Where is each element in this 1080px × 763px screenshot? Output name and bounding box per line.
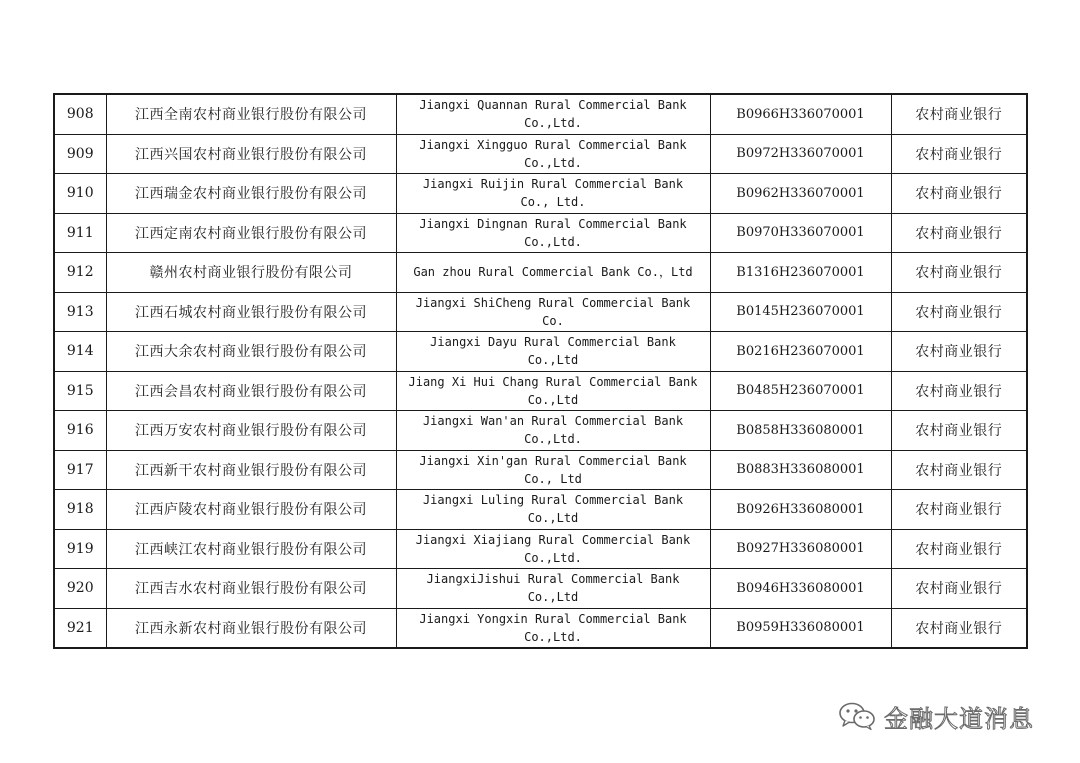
table-row xyxy=(54,134,1027,174)
institution-code: B0972H336070001 xyxy=(710,134,891,174)
row-number: 915 xyxy=(54,371,106,411)
bank-name-english: Jiang Xi Hui Chang Rural Commercial Bank Co.,Ltd xyxy=(396,371,710,411)
bank-name-english: Gan zhou Rural Commercial Bank Co.，Ltd xyxy=(396,253,710,293)
bank-name-english: Jiangxi ShiCheng Rural Commercial Bank Co. xyxy=(396,292,710,332)
table-body xyxy=(54,94,1027,648)
institution-type: 农村商业银行 xyxy=(891,371,1027,411)
row-number: 919 xyxy=(54,529,106,569)
bank-name-chinese: 江西兴国农村商业银行股份有限公司 xyxy=(106,134,396,174)
institution-code: B0883H336080001 xyxy=(710,450,891,490)
row-number: 908 xyxy=(54,94,106,134)
institution-type: 农村商业银行 xyxy=(891,569,1027,609)
institution-code: B0927H336080001 xyxy=(710,529,891,569)
institution-code: B0966H336070001 xyxy=(710,94,891,134)
institution-code: B0485H236070001 xyxy=(710,371,891,411)
bank-list-table xyxy=(53,93,1028,649)
row-number: 912 xyxy=(54,253,106,293)
bank-name-chinese: 江西定南农村商业银行股份有限公司 xyxy=(106,213,396,253)
bank-name-chinese: 江西瑞金农村商业银行股份有限公司 xyxy=(106,174,396,214)
bank-name-chinese: 赣州农村商业银行股份有限公司 xyxy=(106,253,396,293)
bank-name-english: Jiangxi Yongxin Rural Commercial Bank Co.,Ltd. xyxy=(396,608,710,648)
wechat-icon xyxy=(838,701,878,731)
table-row xyxy=(54,529,1027,569)
table-row xyxy=(54,253,1027,293)
bank-name-english: Jiangxi Ruijin Rural Commercial Bank Co., Ltd. xyxy=(396,174,710,214)
row-number: 911 xyxy=(54,213,106,253)
bank-name-english: Jiangxi Dayu Rural Commercial Bank Co.,Ltd xyxy=(396,332,710,372)
institution-type: 农村商业银行 xyxy=(891,411,1027,451)
table-row xyxy=(54,411,1027,451)
institution-type: 农村商业银行 xyxy=(891,292,1027,332)
table-row xyxy=(54,213,1027,253)
bank-name-english: Jiangxi Quannan Rural Commercial Bank Co.,Ltd. xyxy=(396,94,710,134)
bank-name-english: Jiangxi Wan'an Rural Commercial Bank Co.,Ltd. xyxy=(396,411,710,451)
bank-name-chinese: 江西吉水农村商业银行股份有限公司 xyxy=(106,569,396,609)
institution-code: B0959H336080001 xyxy=(710,608,891,648)
table-row xyxy=(54,608,1027,648)
bank-name-chinese: 江西全南农村商业银行股份有限公司 xyxy=(106,94,396,134)
row-number: 913 xyxy=(54,292,106,332)
bank-name-chinese: 江西峡江农村商业银行股份有限公司 xyxy=(106,529,396,569)
bank-name-english: Jiangxi Xingguo Rural Commercial Bank Co.,Ltd. xyxy=(396,134,710,174)
bank-name-chinese: 江西大余农村商业银行股份有限公司 xyxy=(106,332,396,372)
bank-name-chinese: 江西庐陵农村商业银行股份有限公司 xyxy=(106,490,396,530)
table-row xyxy=(54,174,1027,214)
bank-name-chinese: 江西新干农村商业银行股份有限公司 xyxy=(106,450,396,490)
bank-name-english: JiangxiJishui Rural Commercial Bank Co.,Ltd xyxy=(396,569,710,609)
bank-name-chinese: 江西会昌农村商业银行股份有限公司 xyxy=(106,371,396,411)
institution-type: 农村商业银行 xyxy=(891,332,1027,372)
institution-type: 农村商业银行 xyxy=(891,213,1027,253)
watermark-text: 金融大道消息 xyxy=(884,704,1034,733)
row-number: 917 xyxy=(54,450,106,490)
row-number: 921 xyxy=(54,608,106,648)
institution-type: 农村商业银行 xyxy=(891,490,1027,530)
table-row xyxy=(54,490,1027,530)
institution-code: B0926H336080001 xyxy=(710,490,891,530)
institution-code: B0145H236070001 xyxy=(710,292,891,332)
institution-type: 农村商业银行 xyxy=(891,529,1027,569)
institution-type: 农村商业银行 xyxy=(891,94,1027,134)
bank-name-english: Jiangxi Xin'gan Rural Commercial Bank Co., Ltd xyxy=(396,450,710,490)
row-number: 909 xyxy=(54,134,106,174)
institution-code: B0858H336080001 xyxy=(710,411,891,451)
row-number: 914 xyxy=(54,332,106,372)
institution-code: B0216H236070001 xyxy=(710,332,891,372)
row-number: 918 xyxy=(54,490,106,530)
row-number: 920 xyxy=(54,569,106,609)
table-row xyxy=(54,332,1027,372)
table-row xyxy=(54,569,1027,609)
table-row xyxy=(54,94,1027,134)
institution-code: B0962H336070001 xyxy=(710,174,891,214)
table-row xyxy=(54,292,1027,332)
institution-type: 农村商业银行 xyxy=(891,174,1027,214)
row-number: 916 xyxy=(54,411,106,451)
bank-name-english: Jiangxi Xiajiang Rural Commercial Bank Co.,Ltd. xyxy=(396,529,710,569)
bank-name-chinese: 江西永新农村商业银行股份有限公司 xyxy=(106,608,396,648)
institution-type: 农村商业银行 xyxy=(891,450,1027,490)
table-row xyxy=(54,450,1027,490)
institution-code: B1316H236070001 xyxy=(710,253,891,293)
bank-name-chinese: 江西万安农村商业银行股份有限公司 xyxy=(106,411,396,451)
institution-type: 农村商业银行 xyxy=(891,134,1027,174)
watermark xyxy=(838,697,1034,735)
bank-name-english: Jiangxi Dingnan Rural Commercial Bank Co.,Ltd. xyxy=(396,213,710,253)
row-number: 910 xyxy=(54,174,106,214)
institution-code: B0946H336080001 xyxy=(710,569,891,609)
bank-name-english: Jiangxi Luling Rural Commercial Bank Co.,Ltd xyxy=(396,490,710,530)
institution-type: 农村商业银行 xyxy=(891,608,1027,648)
institution-code: B0970H336070001 xyxy=(710,213,891,253)
table-row xyxy=(54,371,1027,411)
bank-name-chinese: 江西石城农村商业银行股份有限公司 xyxy=(106,292,396,332)
institution-type: 农村商业银行 xyxy=(891,253,1027,293)
